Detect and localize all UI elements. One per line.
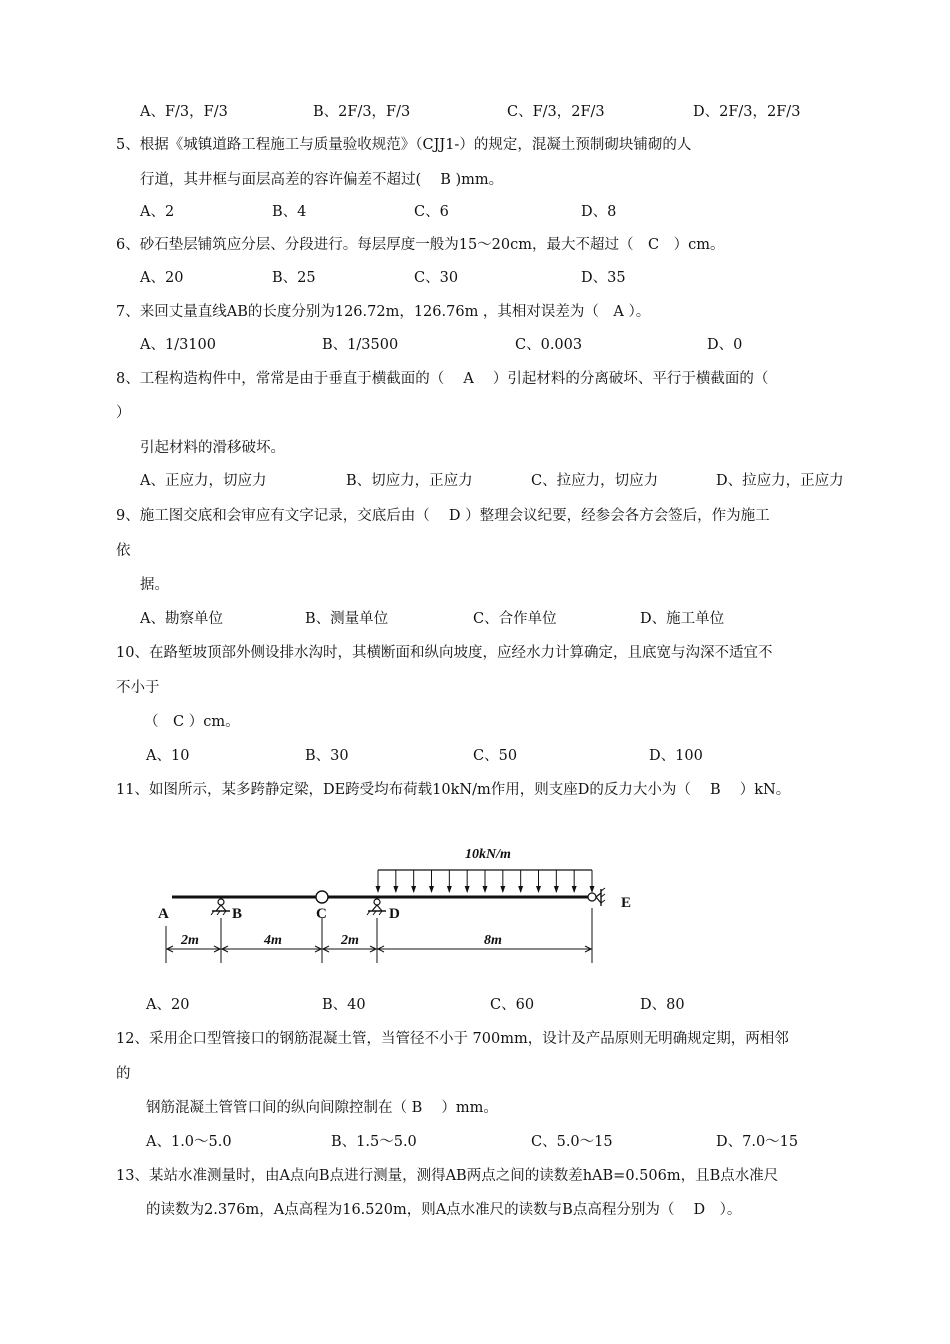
- option-b: B、40: [322, 997, 366, 1013]
- question-text-cont: ）: [116, 405, 131, 421]
- option-b: B、4: [272, 204, 307, 220]
- dimension-lines: [166, 908, 592, 963]
- question-text-cont: 不小于: [116, 680, 160, 696]
- dim-de: 8m: [484, 933, 502, 948]
- option-a: A、1/3100: [140, 337, 216, 353]
- load-arrow: [411, 870, 416, 893]
- option-c: C、拉应力，切应力: [531, 473, 659, 489]
- option-d: D、80: [640, 997, 685, 1013]
- label-e: E: [621, 895, 632, 911]
- load-label: 10kN/m: [465, 847, 511, 862]
- option-d: D、8: [581, 204, 617, 220]
- question-text: 10、在路堑坡顶部外侧设排水沟时，其横断面和纵向坡度，应经水力计算确定，且底宽与沟深不适宜不: [116, 645, 773, 661]
- question-text-cont: 的: [116, 1066, 131, 1082]
- option-a: A、正应力，切应力: [140, 473, 267, 489]
- option-d: D、7.0～15: [716, 1134, 799, 1150]
- support-e: [588, 888, 605, 906]
- dim-cd: 2m: [341, 933, 359, 948]
- label-c: C: [316, 906, 327, 922]
- dim-bc: 4m: [264, 933, 282, 948]
- question-text: 11、如图所示，某多跨静定梁，DE跨受均布荷载10kN/m作用，则支座D的反力大小为（ B ）kN。: [116, 782, 791, 798]
- load-arrow: [393, 870, 398, 893]
- option-b: B、1.5～5.0: [331, 1134, 417, 1150]
- question-text-cont: （ C ）cm。: [144, 714, 240, 730]
- load-arrow: [500, 870, 505, 893]
- option-d: D、施工单位: [640, 611, 725, 627]
- option-c: C、F/3，2F/3: [507, 104, 605, 120]
- option-b: B、30: [305, 748, 349, 764]
- option-a: A、10: [146, 748, 190, 764]
- label-b: B: [232, 906, 243, 922]
- option-b: B、2F/3，F/3: [313, 104, 411, 120]
- label-a: A: [158, 906, 169, 922]
- question-text: 13、某站水准测量时，由A点向B点进行测量，测得AB两点之间的读数差hAB=0.506m，且B点水准尺: [116, 1168, 779, 1184]
- question-text: 6、砂石垫层铺筑应分层、分段进行。每层厚度一般为15～20cm，最大不超过（ C ）cm。: [116, 237, 725, 253]
- question-text-cont: 的读数为2.376m，A点高程为16.520m，则A点水准尺的读数与B点高程分别为（ D ）。: [146, 1202, 742, 1218]
- option-c: C、合作单位: [473, 611, 557, 627]
- question-text: 5、根据《城镇道路工程施工与质量验收规范》（CJJ1-）的规定，混凝土预制砌块铺砌的人: [116, 137, 692, 153]
- option-a: A、1.0～5.0: [146, 1134, 232, 1150]
- question-text-cont: 依: [116, 543, 131, 559]
- option-d: D、35: [581, 270, 626, 286]
- load-arrow: [554, 870, 559, 893]
- label-d: D: [389, 906, 400, 922]
- option-b: B、切应力，正应力: [346, 473, 473, 489]
- option-a: A、20: [140, 270, 184, 286]
- load-arrow: [572, 870, 577, 893]
- beam-diagram: [150, 840, 650, 970]
- option-c: C、60: [490, 997, 535, 1013]
- load-arrow: [465, 870, 470, 893]
- support-d: [367, 899, 386, 915]
- option-c: C、50: [473, 748, 518, 764]
- option-a: A、2: [140, 204, 175, 220]
- question-text: 7、来回丈量直线AB的长度分别为126.72m，126.76m ，其相对误差为（ A ）。: [116, 304, 651, 320]
- load-arrow: [429, 870, 434, 893]
- option-d: D、2F/3，2F/3: [693, 104, 801, 120]
- option-a: A、20: [146, 997, 190, 1013]
- option-a: A、勘察单位: [140, 611, 223, 627]
- question-text: 12、采用企口型管接口的钢筋混凝土管，当管径不小于 700mm，设计及产品原则无明确规定期，两相邻: [116, 1031, 789, 1047]
- load-arrow: [376, 870, 381, 893]
- option-c: C、6: [414, 204, 449, 220]
- hinge-c: [316, 891, 328, 903]
- option-c: C、0.003: [515, 337, 583, 353]
- load-arrow: [483, 870, 488, 893]
- question-text: 8、工程构造构件中，常常是由于垂直于横截面的（ A ）引起材料的分离破坏、平行于横截面的（: [116, 371, 769, 387]
- question-text-cont: 引起材料的滑移破坏。: [140, 440, 285, 456]
- dim-ab: 2m: [181, 933, 199, 948]
- option-b: B、25: [272, 270, 316, 286]
- question-text: 9、施工图交底和会审应有文字记录，交底后由（ D ）整理会议纪要，经参会各方会签后，作为施工: [116, 508, 770, 524]
- support-b: [211, 899, 230, 915]
- option-c: C、30: [414, 270, 459, 286]
- load-arrow: [447, 870, 452, 893]
- option-b: B、1/3500: [322, 337, 399, 353]
- load-arrow: [590, 870, 595, 893]
- option-d: D、拉应力，正应力: [716, 473, 844, 489]
- question-text-cont: 据。: [140, 577, 169, 593]
- load-arrow: [518, 870, 523, 893]
- question-text-cont: 钢筋混凝土管管口间的纵向间隙控制在（ B ）mm。: [146, 1100, 498, 1116]
- load-arrow: [536, 870, 541, 893]
- option-b: B、测量单位: [305, 611, 389, 627]
- load-arrows: [376, 870, 595, 893]
- question-text-cont: 行道，其井框与面层高差的容许偏差不超过( B )mm。: [140, 172, 504, 188]
- option-d: D、100: [649, 748, 703, 764]
- option-d: D、0: [707, 337, 743, 353]
- option-a: A、F/3，F/3: [140, 104, 228, 120]
- option-c: C、5.0～15: [531, 1134, 613, 1150]
